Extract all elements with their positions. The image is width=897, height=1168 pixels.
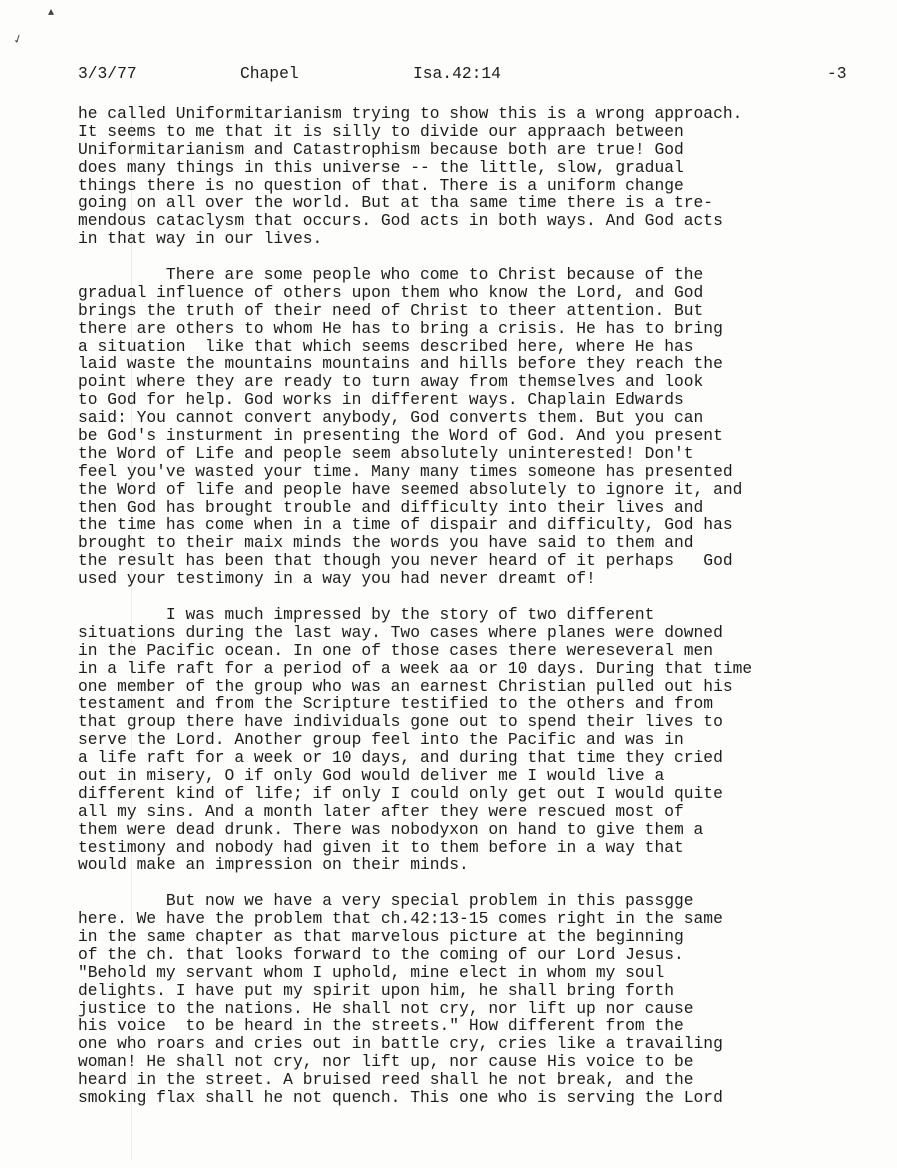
text-line: out in misery, O if only God would deliver me I would live a	[78, 765, 665, 785]
text-line: "Behold my servant whom I uphold, mine elect in whom my soul	[78, 962, 665, 982]
text-line: situations during the last way. Two cases where planes were downed	[78, 622, 723, 642]
text-line: feel you've wasted your time. Many many times someone has presented	[78, 461, 733, 481]
pencil-check-mark: ✓	[10, 30, 26, 48]
text-line: used your testimony in a way you had never dreamt of!	[78, 569, 596, 589]
text-line: different kind of life; if only I could only get out I would quite	[78, 783, 723, 803]
text-line: going on all over the world. But at tha same time there is a tre-	[78, 193, 714, 213]
page-header	[0, 64, 897, 90]
text-line: There are some people who come to Christ because of the	[78, 265, 704, 285]
text-line: his voice to be heard in the streets." How different from the	[78, 1016, 684, 1036]
text-line: serve the Lord. Another group feel into the Pacific and was in	[78, 730, 684, 750]
text-line: would make an impression on their minds.	[78, 855, 469, 875]
text-line: brings the truth of their need of Christ to theer attention. But	[78, 300, 704, 320]
text-line: heard in the street. A bruised reed shall he not break, and the	[78, 1070, 694, 1090]
text-line: be God's insturment in presenting the Word of God. And you present	[78, 426, 723, 446]
text-line: in a life raft for a period of a week aa or 10 days. During that time	[78, 658, 753, 678]
header-date: 3/3/77	[78, 64, 137, 83]
text-line: in that way in our lives.	[78, 229, 323, 249]
text-line: But now we have a very special problem in this passgge	[78, 891, 694, 911]
text-line: said: You cannot convert anybody, God converts them. But you can	[78, 408, 704, 428]
text-line: It seems to me that it is silly to divide our appraach between	[78, 121, 684, 141]
stray-mark: ▴	[48, 4, 55, 18]
text-line: one who roars and cries out in battle cry, cries like a travailing	[78, 1034, 723, 1054]
text-line: the time has come when in a time of dispair and difficulty, God has	[78, 515, 733, 535]
text-line: of the ch. that looks forward to the coming of our Lord Jesus.	[78, 944, 684, 964]
text-line: things there is no question of that. There is a uniform change	[78, 175, 684, 195]
text-line: brought to their maix minds the words you have said to them and	[78, 533, 694, 553]
header-scripture-reference: Isa.42:14	[413, 64, 501, 83]
text-line: smoking flax shall he not quench. This one who is serving the Lord	[78, 1087, 723, 1107]
text-line: justice to the nations. He shall not cry, nor lift up nor cause	[78, 998, 694, 1018]
sermon-body	[78, 105, 868, 1107]
text-line: testament and from the Scripture testified to the others and from	[78, 694, 714, 714]
text-line: a life raft for a week or 10 days, and during that time they cried	[78, 748, 723, 768]
text-line: then God has brought trouble and difficulty into their lives and	[78, 497, 704, 517]
text-line: all my sins. And a month later after they were rescued most of	[78, 801, 684, 821]
text-line: them were dead drunk. There was nobodyxon on hand to give them a	[78, 819, 704, 839]
header-page-number: -3	[827, 64, 847, 83]
text-line: delights. I have put my spirit upon him, he shall bring forth	[78, 980, 674, 1000]
text-line: woman! He shall not cry, nor lift up, nor cause His voice to be	[78, 1052, 694, 1072]
paragraph	[78, 266, 868, 588]
paragraph	[78, 892, 868, 1107]
text-line: does many things in this universe -- the little, slow, gradual	[78, 157, 684, 177]
paragraph-gap	[78, 588, 868, 606]
paragraph-gap	[78, 248, 868, 266]
text-line: a situation like that which seems described here, where He has	[78, 336, 694, 356]
text-line: he called Uniformitarianism trying to show this is a wrong approach.	[78, 104, 743, 123]
text-line: one member of the group who was an earnest Christian pulled out his	[78, 676, 733, 696]
text-line: Uniformitarianism and Catastrophism because both are true! God	[78, 139, 684, 159]
paragraph	[78, 105, 868, 248]
text-line: here. We have the problem that ch.42:13-15 comes right in the same	[78, 909, 723, 929]
text-line: there are others to whom He has to bring a crisis. He has to bring	[78, 318, 723, 338]
text-line: laid waste the mountains mountains and hills before they reach the	[78, 354, 723, 374]
text-line: the Word of Life and people seem absolutely uninterested! Don't	[78, 443, 694, 463]
text-line: mendous cataclysm that occurs. God acts in both ways. And God acts	[78, 211, 723, 231]
text-line: in the Pacific ocean. In one of those cases there wereseveral men	[78, 640, 714, 660]
text-line: gradual influence of others upon them who know the Lord, and God	[78, 282, 704, 302]
text-line: I was much impressed by the story of two different	[78, 604, 655, 624]
text-line: the result has been that though you never heard of it perhaps God	[78, 551, 733, 571]
paragraph-gap	[78, 874, 868, 892]
text-line: that group there have individuals gone out to spend their lives to	[78, 712, 723, 732]
header-place: Chapel	[240, 64, 299, 83]
text-line: the Word of life and people have seemed absolutely to ignore it, and	[78, 479, 743, 499]
paragraph	[78, 606, 868, 874]
text-line: point where they are ready to turn away from themselves and look	[78, 372, 704, 392]
text-line: testimony and nobody had given it to them before in a way that	[78, 837, 684, 857]
text-line: in the same chapter as that marvelous picture at the beginning	[78, 926, 684, 946]
text-line: to God for help. God works in different ways. Chaplain Edwards	[78, 390, 684, 410]
